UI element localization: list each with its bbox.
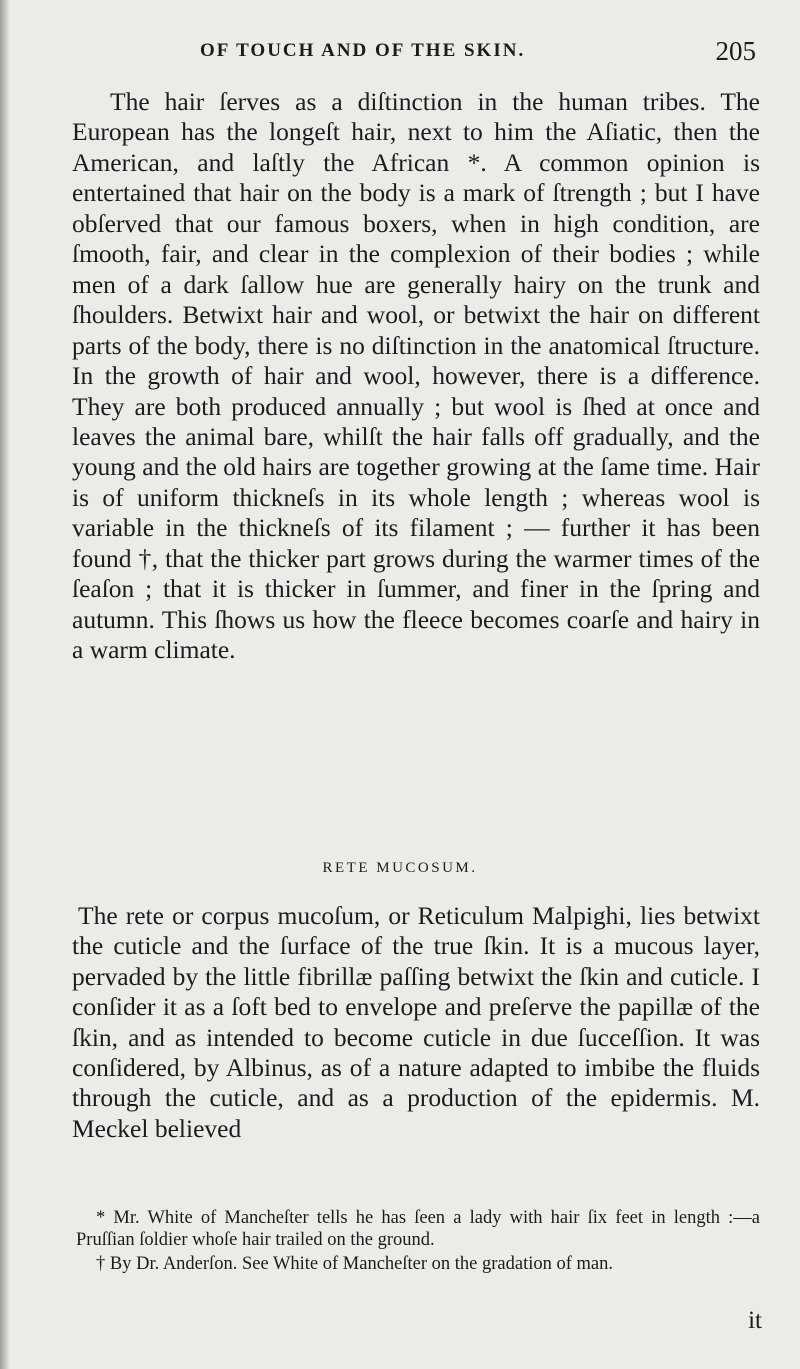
footnote-dagger: † By Dr. Anderſon. See White of Mancheſter on the gradation of man. [96,1254,614,1274]
footnotes [76,1207,760,1275]
running-head: OF TOUCH AND OF THE SKIN. [200,40,526,61]
section-heading: RETE MUCOSUM. [322,860,478,876]
page-header [70,36,762,68]
paragraph-rete-mucosum: The rete or corpus mucoſum, or Reticulum Malpighi, lies betwixt the cuticle and the ſurface of the true ſkin. It is a mucous layer, pervaded by the little fibrillæ paſſing betwixt the ſkin and cuticle. I conſider it as a ſoft bed to envelope and preſerve the papillæ of the ſkin, and as intended to become cuticle in due ſucceſſion. It was conſidered, by Albinus, as of a nature adapted to imbibe the fluids through the cuticle, and as a production of the epidermis. M. Meckel believed [72,901,760,1143]
catchword: it [748,1307,762,1334]
footnote-asterisk: * Mr. White of Mancheſter tells he has ſeen a lady with hair ſix feet in length :—a Pruſſian ſoldier whoſe hair trailed on the ground. [76,1208,760,1250]
paragraph-hair: The hair ſerves as a diſtinction in the human tribes. The European has the longeſt hair, next to him the Aſiatic, then the American, and laſtly the African *. A common opinion is entertained that hair on the body is a mark of ſtrength ; but I have obſerved that our famous boxers, when in high condition, are ſmooth, fair, and clear in the complexion of their bodies ; while men of a dark ſallow hue are generally hairy on the trunk and ſhoulders. Betwixt hair and wool, or betwixt the hair on different parts of the body, there is no diſtinction in the anatomical ſtructure. In the growth of hair and wool, however, there is a difference. They are both produced annually ; but wool is ſhed at once and leaves the animal bare, whilſt the hair falls off gradually, and the young and the old hairs are together growing at the ſame time. Hair is of uniform thickneſs in its whole length ; whereas wool is variable in the thickneſs of its filament ; — further it has been found †, that the thicker part grows during the warmer times of the ſeaſon ; that it is thicker in ſummer, and finer in the ſpring and autumn. This ſhows us how the fleece becomes coarſe and hairy in a warm climate. [72,87,760,665]
page-number: 205 [715,36,756,66]
